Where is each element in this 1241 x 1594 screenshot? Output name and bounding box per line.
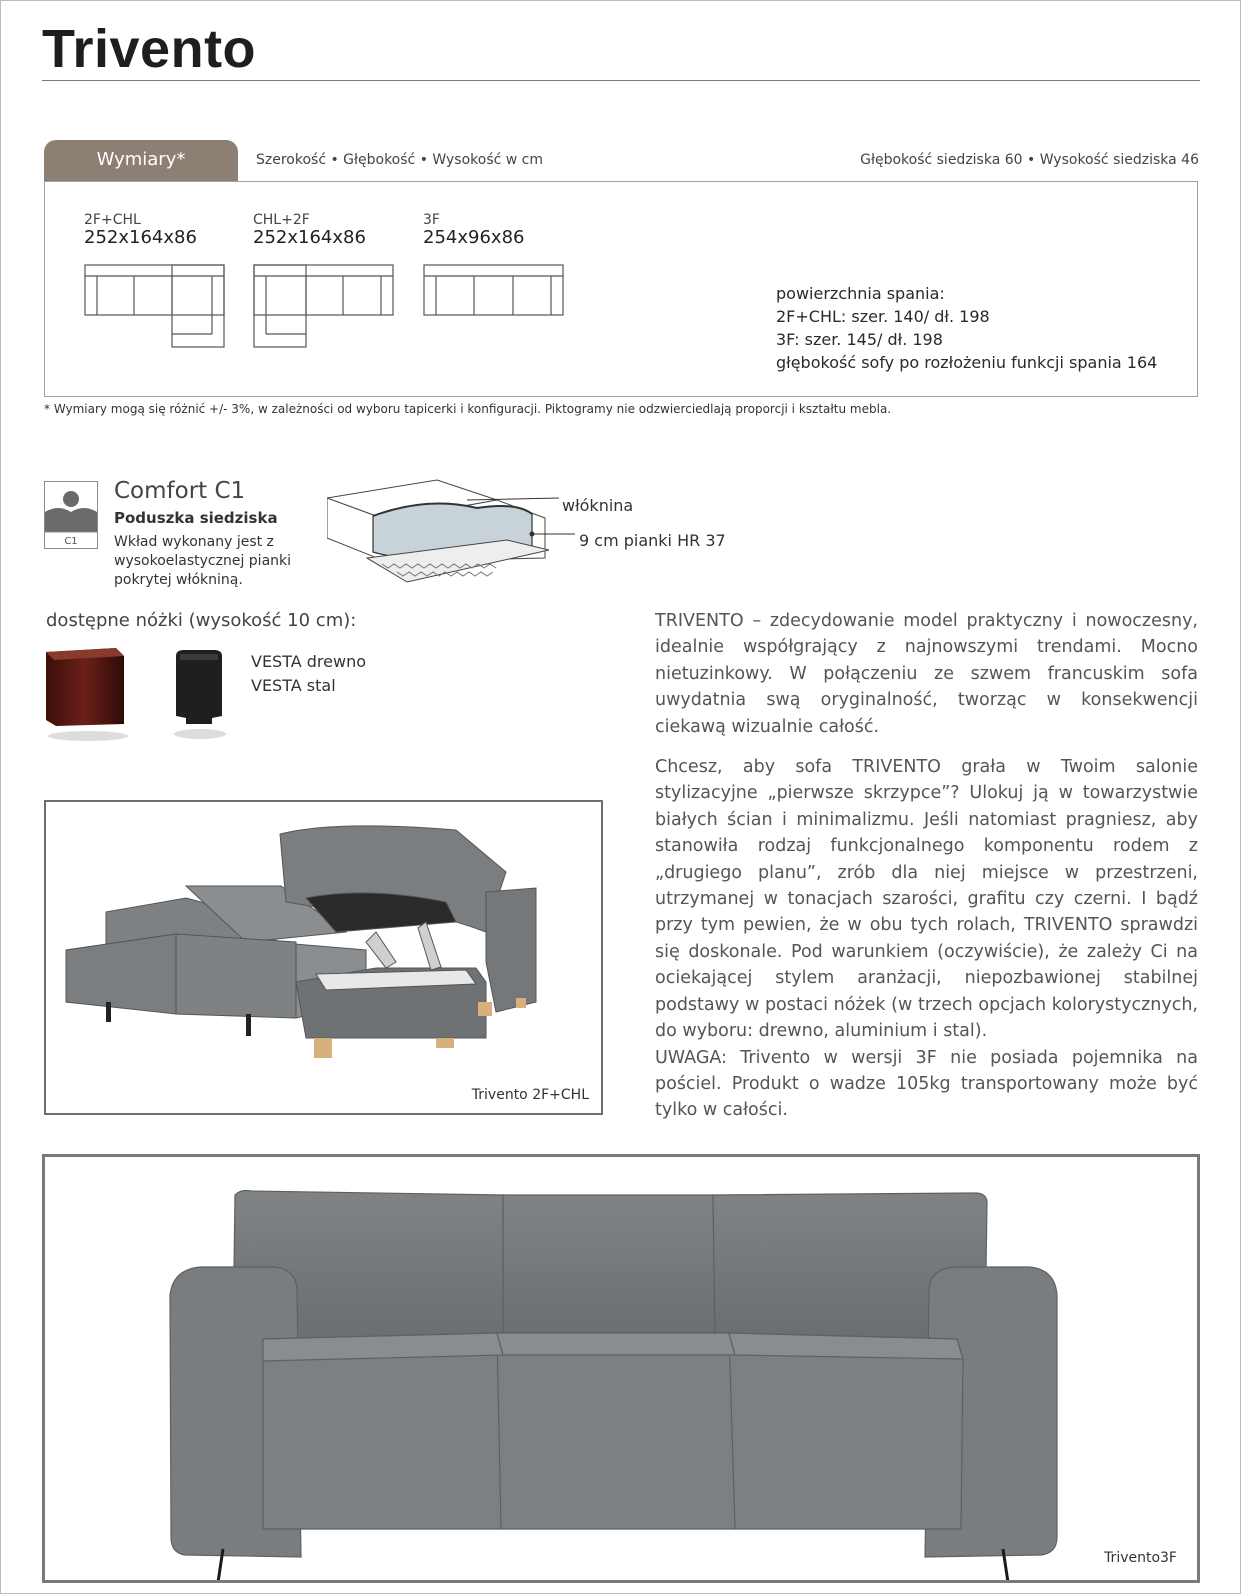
photo-3f-sofa xyxy=(42,1154,1200,1583)
page-title: Trivento xyxy=(42,19,257,79)
variant-chl-2f xyxy=(253,212,366,248)
leg-wood-icon xyxy=(44,648,130,744)
description-paragraph: TRIVENTO – zdecydowanie model praktyczny i nowoczesny, idealnie współgrający z najnowszymi trendami. Mocno nietuzinkowy. W połączeniu ze szwem francuskim sofa uwydatnia swą oryginalność, tworząc w konsekwencji ciekawą wizualnie całość. xyxy=(655,611,1198,737)
dimensions-units-label: Szerokość • Głębokość • Wysokość w cm xyxy=(256,152,543,168)
title-divider xyxy=(42,80,1200,81)
sleeping-line: głębokość sofy po rozłożeniu funkcji spania 164 xyxy=(776,353,1158,372)
dimensions-footnote: * Wymiary mogą się różnić +/- 3%, w zależności od wyboru tapicerki i konfiguracji. Piktogramy nie odzwierciedlają proporcji i kształtu mebla. xyxy=(44,402,892,416)
fiber-label: włóknina xyxy=(562,496,634,515)
variant-size: 254x96x86 xyxy=(423,227,525,248)
comfort-c1-icon xyxy=(44,481,98,549)
leg-steel-icon xyxy=(174,648,230,744)
leg-option-steel: VESTA stal xyxy=(251,676,336,695)
comfort-code: C1 xyxy=(64,536,78,547)
product-description xyxy=(655,608,1198,1124)
variant-size: 252x164x86 xyxy=(253,227,366,248)
photo-caption: Trivento 2F+CHL xyxy=(471,1087,589,1103)
variant-size: 252x164x86 xyxy=(84,227,197,248)
photo-caption: Trivento3F xyxy=(1104,1550,1177,1566)
corner-sofa-image xyxy=(46,802,601,1113)
sleeping-line: 2F+CHL: szer. 140/ dł. 198 xyxy=(776,307,990,326)
comfort-description: Wkład wykonany jest z wysokoelastycznej pianki pokrytej włókniną. xyxy=(114,534,292,588)
legs-title: dostępne nóżki (wysokość 10 cm): xyxy=(46,610,357,631)
variant-2f-chl xyxy=(84,212,197,248)
sleeping-line: powierzchnia spania: xyxy=(776,284,945,303)
pictogram-2f-chl-icon xyxy=(84,264,226,348)
sleeping-area-info xyxy=(776,282,1157,374)
pictogram-chl-2f-icon xyxy=(253,264,395,348)
three-seat-sofa-image xyxy=(45,1157,1197,1580)
variant-3f xyxy=(423,212,524,248)
description-paragraph: Chcesz, aby sofa TRIVENTO grała w Twoim salonie stylizacyjne „pierwsze skrzypce”? Ulokuj ją w towarzystwie białych ścian i minimalizmu. Jeśli natomiast pragniesz, aby stanowiła rodzaj funkcjonalnego komponentu rodem z „drugiego planu”, zrób dla niej miejsce w przestrzeni, utrzymanej w tonacjach szarości, grafitu czy czerni. I bądź przy tym pewien, że w obu tych rolach, TRIVENTO sprawdzi się doskonale. Pod warunkiem (oczywiście), że zależy Ci na ociekającej stylem aranżacji, niepozbawionej stabilnej podstawy w postaci nóżek (w trzech opcjach kolorystycznych, do wyboru: drewno, aluminium i stal). xyxy=(655,757,1198,1042)
foam-label: 9 cm pianki HR 37 xyxy=(579,531,726,550)
dimensions-tab: Wymiary* xyxy=(44,140,238,181)
comfort-title: Comfort C1 xyxy=(114,478,246,504)
seat-dimensions-label: Głębokość siedziska 60 • Wysokość siedziska 46 xyxy=(860,152,1199,168)
pictogram-3f-icon xyxy=(423,264,565,348)
comfort-subtitle: Poduszka siedziska xyxy=(114,509,278,527)
variant-code: CHL+2F xyxy=(253,212,310,228)
variant-code: 2F+CHL xyxy=(84,212,141,228)
description-note: UWAGA: Trivento w wersji 3F nie posiada pojemnika na pościel. Produkt o wadze 105kg transportowany może być tylko w całości. xyxy=(655,1047,1198,1121)
legs-options xyxy=(251,650,366,698)
photo-corner-sofa xyxy=(44,800,603,1115)
cushion-cross-section-icon xyxy=(327,478,577,590)
variant-code: 3F xyxy=(423,212,440,228)
sleeping-line: 3F: szer. 145/ dł. 198 xyxy=(776,330,943,349)
leg-option-wood: VESTA drewno xyxy=(251,652,367,671)
